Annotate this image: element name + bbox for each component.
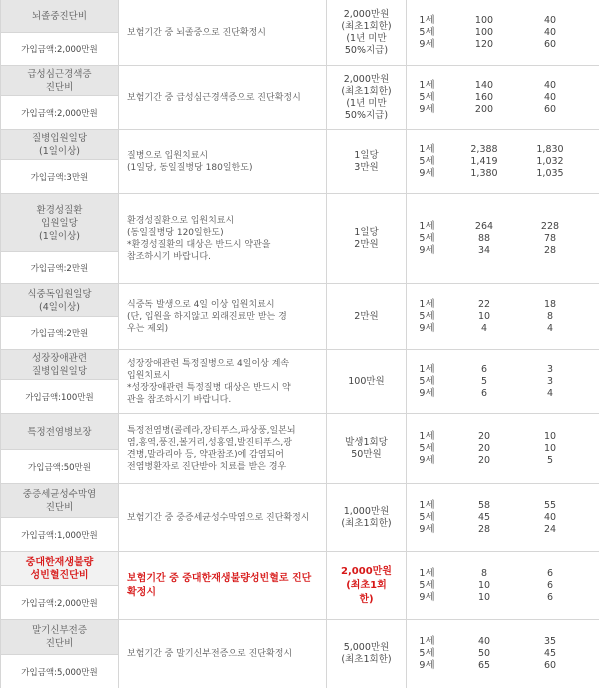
payout-line: (1년 미만	[346, 97, 387, 109]
description-text: 보험기간 중 말기신부전증으로 진단확정시	[127, 649, 293, 659]
premium-column-2	[515, 130, 585, 193]
coverage-title-line: 식중독입원일당	[27, 288, 92, 300]
coverage-amount: 가입금액:2,000만원	[1, 95, 118, 129]
premium-value: 10	[543, 442, 557, 454]
premium-value: 40	[543, 26, 557, 38]
payout-line: 발생1회당	[345, 436, 388, 448]
premium-value: 6	[546, 567, 554, 579]
payout-line: 2만원	[354, 310, 379, 322]
payout-line: (최초1회	[346, 579, 387, 591]
age-label: 1세	[419, 363, 435, 375]
payout-line: 5,000만원	[343, 642, 390, 653]
coverage-title-line: (1일이상)	[39, 146, 80, 157]
coverage-title-line: 특정전염병보장	[27, 426, 92, 438]
age-column	[407, 552, 447, 619]
premium-value: 28	[477, 523, 491, 535]
coverage-title-line: 중대한재생불량	[25, 557, 94, 568]
age-label: 5세	[419, 91, 435, 103]
age-label: 9세	[419, 38, 435, 50]
payout-line: 50%지급)	[344, 44, 389, 56]
premium-value: 40	[543, 511, 557, 523]
coverage-name-cell	[1, 0, 119, 65]
premium-value: 160	[474, 91, 494, 103]
coverage-name-cell	[1, 66, 119, 129]
description-line: *성장장애관련 특정질병 대상은 반드시 약	[127, 382, 291, 393]
coverage-title	[1, 66, 118, 96]
table-row	[1, 620, 599, 688]
age-label: 9세	[419, 167, 435, 179]
age-label: 5세	[419, 648, 435, 659]
table-row	[1, 130, 599, 194]
age-label: 9세	[419, 322, 435, 334]
premium-value: 8	[480, 567, 488, 579]
description-line: 성장장애관련 특정질병으로 4일이상 계속	[127, 358, 290, 369]
payout-line: (최초1회한)	[341, 517, 392, 529]
description-text: 보험기간 중 중증세균성수막염으로 진단확정시	[127, 512, 310, 523]
coverage-name-cell	[1, 414, 119, 483]
premium-column-1	[453, 66, 515, 129]
table-row	[1, 66, 599, 130]
age-label: 1세	[419, 220, 435, 232]
coverage-description	[119, 484, 327, 551]
description-line: 전염병환자로 진단받아 치료를 받은 경우	[127, 461, 287, 472]
age-column	[407, 66, 447, 129]
premium-value: 4	[480, 322, 488, 334]
coverage-title	[1, 350, 118, 380]
premium-value: 100	[474, 14, 494, 26]
coverage-description	[119, 414, 327, 483]
premium-column-1	[453, 284, 515, 349]
age-label: 1세	[419, 298, 435, 310]
premium-value: 60	[543, 103, 557, 115]
coverage-title-line: 뇌졸중진단비	[31, 10, 88, 22]
premium-value: 6	[546, 579, 554, 591]
premium-value: 60	[543, 660, 557, 671]
coverage-name-cell	[1, 194, 119, 283]
premium-column-2	[515, 350, 585, 413]
age-label: 5세	[419, 375, 435, 387]
payout-line: (최초1회한)	[341, 20, 392, 32]
age-label: 1세	[419, 636, 435, 647]
payout-line: 2,000만원	[343, 8, 390, 20]
premium-value: 40	[543, 14, 557, 26]
coverage-amount: 가입금액:100만원	[1, 379, 118, 413]
payout-line: 한)	[359, 593, 374, 605]
description-line: 견병,말라리아 등, 약관참조)에 감염되어	[127, 449, 284, 460]
premium-value: 2,388	[470, 143, 498, 155]
coverage-name-cell	[1, 620, 119, 688]
table-row	[1, 284, 599, 350]
payout-line: 2,000만원	[341, 565, 392, 577]
premium-value: 3	[546, 363, 554, 375]
coverage-name-cell	[1, 552, 119, 619]
description-text: 보험기간 중 뇌졸중으로 진단확정시	[127, 27, 266, 38]
coverage-title-line: 성빈혈진단비	[30, 570, 89, 581]
coverage-description	[119, 284, 327, 349]
coverage-description	[119, 552, 327, 619]
premium-value: 10	[543, 430, 557, 442]
coverage-title	[1, 552, 118, 586]
coverage-title-line: 질병입원일당	[31, 366, 88, 377]
coverage-description	[119, 620, 327, 688]
coverage-title-line: 진단비	[45, 502, 74, 513]
coverage-title-line: 입원일당	[41, 217, 78, 229]
coverage-title	[1, 284, 118, 317]
premium-column-2	[515, 552, 585, 619]
table-row	[1, 0, 599, 66]
premium-value: 20	[477, 442, 491, 454]
age-label: 5세	[419, 579, 435, 591]
premium-value: 65	[477, 660, 491, 671]
payout-line: (최초1회한)	[341, 85, 392, 97]
payout-line: 1일당	[354, 149, 379, 161]
age-column	[407, 0, 447, 65]
premium-value: 5	[480, 375, 488, 387]
description-line: 우는 제외)	[127, 323, 169, 334]
age-label: 5세	[419, 442, 435, 454]
description-line: (1일당, 동일질병당 180일한도)	[127, 162, 253, 173]
coverage-title-line: 말기신부전증	[31, 625, 88, 636]
premium-column-1	[453, 350, 515, 413]
coverage-title-line: 진단비	[45, 82, 74, 93]
age-column	[407, 194, 447, 283]
payout-line: 1,000만원	[343, 505, 390, 517]
payout-line: 50만원	[351, 448, 382, 460]
age-label: 5세	[419, 310, 435, 322]
payout-line: (최초1회한)	[341, 654, 392, 665]
premium-value: 24	[543, 523, 557, 535]
coverage-name-cell	[1, 284, 119, 349]
premium-column-2	[515, 284, 585, 349]
age-label: 1세	[419, 14, 435, 26]
premium-value: 1,032	[536, 155, 564, 167]
age-label: 9세	[419, 387, 435, 399]
coverage-title	[1, 620, 118, 654]
coverage-name-cell	[1, 484, 119, 551]
coverage-title	[1, 130, 118, 160]
payout-line: 50%지급)	[344, 109, 389, 121]
payout-amount	[327, 620, 407, 688]
premium-column-1	[453, 414, 515, 483]
premium-column-2	[515, 620, 585, 688]
premium-value: 20	[477, 430, 491, 442]
coverage-title	[1, 414, 118, 450]
payout-amount	[327, 284, 407, 349]
coverage-title-line: 진단비	[45, 638, 74, 649]
table-row	[1, 194, 599, 284]
description-line: 관을 참조하시기 바랍니다.	[127, 394, 232, 405]
payout-line: 2만원	[354, 238, 379, 250]
payout-amount	[327, 414, 407, 483]
premium-value: 10	[477, 310, 491, 322]
premium-value: 10	[477, 591, 491, 603]
table-row-highlighted	[1, 552, 599, 620]
premium-value: 6	[546, 591, 554, 603]
premium-value: 45	[477, 511, 491, 523]
age-label: 9세	[419, 103, 435, 115]
payout-line: 100만원	[348, 375, 385, 387]
description-text: 보험기간 중 중대한재생불량성빈혈로 진단확정시	[127, 572, 312, 598]
age-label: 9세	[419, 523, 435, 535]
coverage-name-cell	[1, 350, 119, 413]
coverage-title-line: (1일이상)	[39, 230, 80, 242]
coverage-amount: 가입금액:2만원	[1, 251, 118, 283]
description-line: 식중독 발생으로 4일 이상 입원치료시	[127, 299, 275, 310]
payout-amount	[327, 66, 407, 129]
description-line: 염,홍역,풍진,볼거리,성홍열,발진티푸스,광	[127, 437, 292, 448]
premium-value: 6	[480, 387, 488, 399]
premium-column-1	[453, 194, 515, 283]
premium-value: 4	[546, 322, 554, 334]
coverage-title-line: 급성심근경색증	[27, 69, 92, 80]
coverage-amount: 가입금액:50만원	[1, 449, 118, 483]
age-label: 9세	[419, 591, 435, 603]
coverage-title-line: 질병입원일당	[31, 133, 88, 144]
premium-column-2	[515, 0, 585, 65]
premium-value: 22	[477, 298, 491, 310]
age-label: 1세	[419, 143, 435, 155]
age-label: 1세	[419, 79, 435, 91]
coverage-title-line: (4일이상)	[39, 301, 80, 313]
premium-value: 120	[474, 38, 494, 50]
coverage-amount: 가입금액:2,000만원	[1, 32, 118, 65]
premium-value: 45	[543, 648, 557, 659]
premium-column-2	[515, 66, 585, 129]
premium-column-2	[515, 484, 585, 551]
premium-column-2	[515, 414, 585, 483]
table-row	[1, 484, 599, 552]
premium-value: 50	[477, 648, 491, 659]
payout-amount	[327, 0, 407, 65]
age-column	[407, 414, 447, 483]
age-column	[407, 284, 447, 349]
premium-value: 20	[477, 454, 491, 466]
description-line: (단, 입원을 하지않고 외래진료만 받는 경	[127, 311, 287, 322]
coverage-title	[1, 484, 118, 518]
premium-column-1	[453, 552, 515, 619]
premium-value: 35	[543, 636, 557, 647]
premium-value: 6	[480, 363, 488, 375]
premium-value: 1,035	[536, 167, 564, 179]
age-label: 1세	[419, 499, 435, 511]
coverage-amount: 가입금액:3만원	[1, 159, 118, 193]
table-row	[1, 350, 599, 414]
premium-value: 10	[477, 579, 491, 591]
premium-value: 58	[477, 499, 491, 511]
premium-column-1	[453, 620, 515, 688]
coverage-title-line: 성장장애관련	[31, 353, 88, 364]
premium-value: 200	[474, 103, 494, 115]
coverage-description	[119, 130, 327, 193]
age-label: 5세	[419, 511, 435, 523]
coverage-title-line: 중증세균성수막염	[22, 489, 97, 500]
age-label: 5세	[419, 232, 435, 244]
age-label: 1세	[419, 430, 435, 442]
coverage-description	[119, 66, 327, 129]
age-label: 1세	[419, 567, 435, 579]
coverage-title-line: 환경성질환	[36, 204, 83, 216]
payout-line: 3만원	[354, 161, 379, 173]
premium-value: 55	[543, 499, 557, 511]
description-line: *환경성질환의 대상은 반드시 약관을	[127, 239, 271, 250]
premium-value: 34	[477, 244, 491, 256]
age-column	[407, 130, 447, 193]
payout-amount	[327, 194, 407, 283]
payout-line: 1일당	[354, 226, 379, 238]
premium-value: 1,830	[536, 143, 564, 155]
coverage-description	[119, 350, 327, 413]
premium-value: 60	[543, 38, 557, 50]
description-line: 특정전염병(콜레라,장티푸스,파상풍,일본뇌	[127, 425, 296, 436]
description-text: 보험기간 중 급성심근경색증으로 진단확정시	[127, 92, 301, 103]
premium-value: 228	[540, 220, 560, 232]
age-label: 9세	[419, 454, 435, 466]
coverage-amount: 가입금액:5,000만원	[1, 654, 118, 688]
premium-value: 40	[543, 79, 557, 91]
age-label: 9세	[419, 660, 435, 671]
description-line: 질병으로 입원치료시	[127, 150, 209, 161]
premium-value: 140	[474, 79, 494, 91]
premium-value: 1,419	[470, 155, 498, 167]
payout-amount	[327, 350, 407, 413]
premium-value: 40	[543, 91, 557, 103]
premium-column-1	[453, 484, 515, 551]
premium-value: 18	[543, 298, 557, 310]
premium-column-2	[515, 194, 585, 283]
premium-value: 88	[477, 232, 491, 244]
payout-line: 2,000만원	[343, 73, 390, 85]
age-column	[407, 484, 447, 551]
coverage-description	[119, 0, 327, 65]
description-line: 참조하시기 바랍니다.	[127, 251, 211, 262]
premium-value: 5	[546, 454, 554, 466]
premium-value: 3	[546, 375, 554, 387]
premium-value: 78	[543, 232, 557, 244]
premium-value: 1,380	[470, 167, 498, 179]
payout-line: (1년 미만	[346, 32, 387, 44]
coverage-title	[1, 0, 118, 32]
premium-value: 40	[477, 636, 491, 647]
age-label: 5세	[419, 26, 435, 38]
payout-amount	[327, 130, 407, 193]
premium-value: 8	[546, 310, 554, 322]
payout-amount	[327, 552, 407, 619]
coverage-description	[119, 194, 327, 283]
premium-column-1	[453, 130, 515, 193]
coverage-title	[1, 194, 118, 252]
coverage-name-cell	[1, 130, 119, 193]
coverage-amount: 가입금액:2,000만원	[1, 585, 118, 619]
age-label: 5세	[419, 155, 435, 167]
age-column	[407, 350, 447, 413]
premium-value: 28	[543, 244, 557, 256]
table-row	[1, 414, 599, 484]
description-line: 입원치료시	[127, 370, 171, 381]
premium-value: 100	[474, 26, 494, 38]
premium-value: 4	[546, 387, 554, 399]
coverage-amount: 가입금액:1,000만원	[1, 517, 118, 551]
payout-amount	[327, 484, 407, 551]
age-column	[407, 620, 447, 688]
premium-column-1	[453, 0, 515, 65]
premium-value: 264	[474, 220, 494, 232]
coverage-amount: 가입금액:2만원	[1, 316, 118, 349]
age-label: 9세	[419, 244, 435, 256]
description-line: (동일질병당 120일한도)	[127, 227, 224, 238]
description-line: 환경성질환으로 입원치료시	[127, 215, 235, 226]
